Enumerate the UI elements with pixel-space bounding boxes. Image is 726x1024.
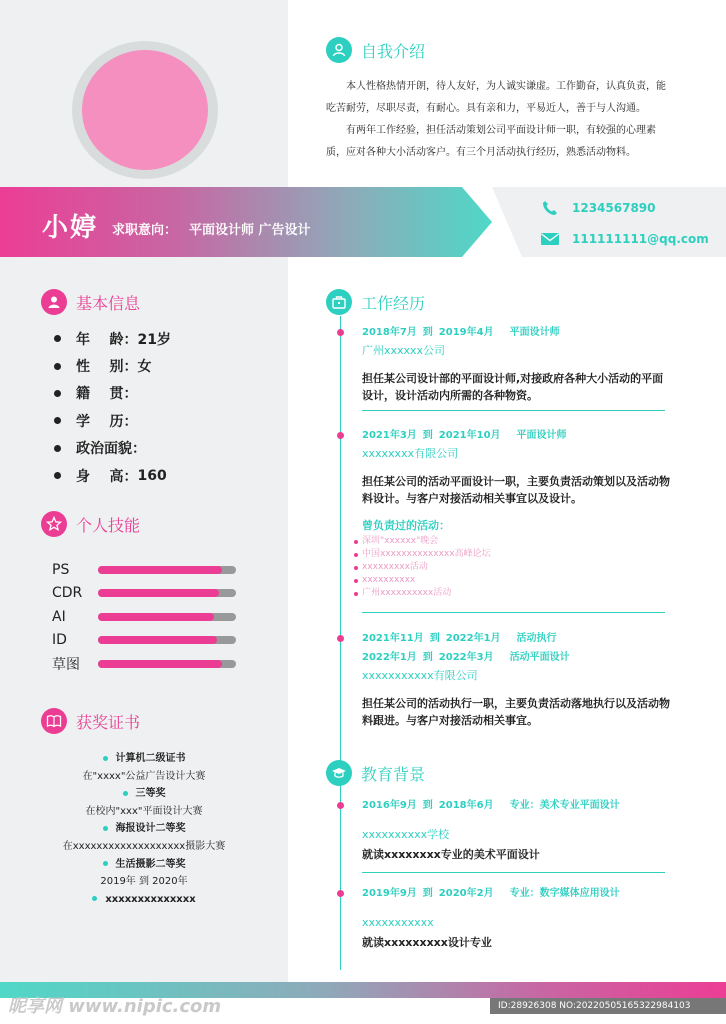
activity-item xyxy=(362,561,491,574)
work-entry xyxy=(362,629,672,729)
award-row xyxy=(0,768,288,786)
date-end: 2020年2月 xyxy=(438,888,494,899)
award-row xyxy=(0,873,288,891)
education-entry xyxy=(362,884,672,951)
education-major: 专业：美术专业平面设计 xyxy=(509,800,620,811)
work-date xyxy=(362,426,672,445)
activity-text: 中国xxxxxxxxxxxxxx高峰论坛 xyxy=(362,549,491,559)
section-divider xyxy=(362,872,665,873)
date-start: 2018年7月 xyxy=(362,327,417,338)
basic-item-height xyxy=(54,462,171,489)
skill-name: 草图 xyxy=(52,656,80,673)
basic-item-education xyxy=(54,407,171,434)
skill-row xyxy=(52,652,236,676)
activities-list xyxy=(362,517,491,600)
award-text: 在"xxxx"公益广告设计大赛 xyxy=(82,770,206,782)
basic-label: 身 高： xyxy=(76,468,138,485)
education-date xyxy=(362,796,672,815)
date-end: 2019年4月 xyxy=(438,327,494,338)
skill-list xyxy=(52,558,236,676)
basic-value: 21岁 xyxy=(137,331,171,348)
graduation-cap-icon xyxy=(326,760,352,786)
basic-value: 女 xyxy=(137,359,152,376)
skill-bar-fill xyxy=(98,660,222,668)
skill-bar xyxy=(98,660,236,668)
person-icon xyxy=(41,289,67,315)
basic-item-age xyxy=(54,325,171,352)
job-intent xyxy=(112,219,317,238)
activity-text: 广州xxxxxxxxxx活动 xyxy=(362,588,452,598)
contact-phone xyxy=(540,200,656,216)
award-text: 计算机二级证书 xyxy=(115,753,186,764)
activity-item xyxy=(362,535,491,548)
watermark-logo: 昵享网 www.nipic.com xyxy=(8,996,222,1017)
education-description: 就读xxxxxxxxx设计专业 xyxy=(362,936,492,949)
date-start: 2019年9月 xyxy=(362,888,417,899)
basic-item-hometown xyxy=(54,380,171,407)
job-intent-value: 平面设计师 广告设计 xyxy=(189,223,311,238)
basic-label: 籍 贯： xyxy=(76,386,138,403)
watermark-id: ID:28926308 NO:20220505165322984103 xyxy=(490,998,726,1014)
award-text: 海报设计二等奖 xyxy=(115,823,186,835)
date-start: 2016年9月 xyxy=(362,800,417,811)
work-description: 担任某公司的活动平面设计一职，主要负责活动策划以及活动物料设计。与客户对接活动相关事宜以及设计。 xyxy=(362,475,670,505)
user-icon xyxy=(326,37,352,63)
timeline-line xyxy=(340,316,341,970)
work-role: 平面设计师 xyxy=(509,327,560,338)
award-row xyxy=(0,785,288,803)
skill-bar-fill xyxy=(98,566,222,574)
phone-number: 1234567890 xyxy=(572,201,656,215)
about-text xyxy=(326,76,666,164)
date-start: 2021年3月 xyxy=(362,430,417,441)
section-divider xyxy=(362,612,665,613)
education-description: 就读xxxxxxxx专业的美术平面设计 xyxy=(362,848,540,861)
skill-bar-fill xyxy=(98,613,214,621)
avatar xyxy=(82,50,208,170)
date-to: 到 xyxy=(429,633,440,644)
skill-bar xyxy=(98,589,236,597)
awards-section-header xyxy=(41,708,140,734)
date-end: 2022年3月 xyxy=(438,652,494,663)
about-paragraph: 有两年工作经验，担任活动策划公司平面设计师一职，有较强的心理素质，应对各种大小活动客户。有三个月活动执行经历，熟悉活动物料。 xyxy=(326,125,656,158)
work-role: 平面设计师 xyxy=(516,430,567,441)
activity-text: 深圳"xxxxxx"晚会 xyxy=(362,536,439,546)
basic-item-political xyxy=(54,435,171,462)
date-start: 2021年11月 xyxy=(362,633,424,644)
award-row xyxy=(0,750,288,768)
activity-text: xxxxxxxxx活动 xyxy=(362,562,428,572)
basic-item-gender xyxy=(54,352,171,379)
date-start: 2022年1月 xyxy=(362,652,417,663)
basic-info-list xyxy=(54,325,171,489)
phone-icon xyxy=(540,200,560,216)
award-row xyxy=(0,891,288,909)
skill-bar xyxy=(98,636,236,644)
work-role: 活动平面设计 xyxy=(509,652,570,663)
date-to: 到 xyxy=(422,327,433,338)
section-divider xyxy=(362,410,665,411)
award-row xyxy=(0,856,288,874)
timeline-dot xyxy=(337,890,344,897)
basic-label: 性 别： xyxy=(76,359,138,376)
awards-list xyxy=(0,750,288,908)
activity-item xyxy=(362,548,491,561)
award-text: 在校内"xxx"平面设计大赛 xyxy=(85,805,203,817)
skill-name: ID xyxy=(52,632,67,649)
work-date xyxy=(362,629,672,648)
award-row xyxy=(0,820,288,838)
about-title: 自我介绍 xyxy=(361,41,426,61)
skill-row xyxy=(52,629,236,653)
date-end: 2022年1月 xyxy=(445,633,501,644)
work-entry xyxy=(362,323,672,404)
skills-title: 个人技能 xyxy=(76,515,141,535)
skill-name: PS xyxy=(52,561,70,578)
education-date xyxy=(362,884,672,903)
education-section-header xyxy=(326,760,425,786)
education-title: 教育背景 xyxy=(361,764,426,784)
timeline-dot xyxy=(337,802,344,809)
work-company: xxxxxxxxxxx有限公司 xyxy=(362,669,478,682)
skill-bar-fill xyxy=(98,636,217,644)
star-icon xyxy=(41,511,67,537)
work-company: 广州xxxxxx公司 xyxy=(362,344,446,357)
email-address: 111111111@qq.com xyxy=(572,232,709,246)
work-description: 担任某公司的活动执行一职，主要负责活动落地执行以及活动物料跟进。与客户对接活动相关事宜。 xyxy=(362,697,670,727)
education-major: 专业：数字媒体应用设计 xyxy=(509,888,620,899)
basic-label: 政治面貌： xyxy=(76,441,146,458)
education-school: xxxxxxxxxx学校 xyxy=(362,828,450,841)
date-end: 2021年10月 xyxy=(438,430,501,441)
work-description: 担任某公司设计部的平面设计师,对接政府各种大小活动的平面设计，设计活动内所需的各种物资。 xyxy=(362,372,664,402)
award-text: 2019年 到 2020年 xyxy=(100,876,188,888)
award-text: 生活摄影二等奖 xyxy=(115,858,186,870)
about-section-header xyxy=(326,37,425,63)
work-company: xxxxxxxx有限公司 xyxy=(362,447,459,460)
basic-label: 学 历： xyxy=(76,413,138,430)
basic-title: 基本信息 xyxy=(76,293,141,313)
skill-row xyxy=(52,582,236,606)
work-date xyxy=(362,323,672,342)
skill-name: AI xyxy=(52,608,66,625)
basic-section-header xyxy=(41,289,140,315)
about-paragraph: 本人性格热情开朗，待人友好，为人诚实谦虚。工作勤奋，认真负责，能吃苦耐劳，尽职尽责，有耐心。具有亲和力，平易近人，善于与人沟通。 xyxy=(326,81,666,114)
award-row xyxy=(0,838,288,856)
work-date xyxy=(362,648,672,667)
skill-row xyxy=(52,558,236,582)
date-to: 到 xyxy=(422,430,433,441)
activity-item xyxy=(362,587,491,600)
skill-name: CDR xyxy=(52,585,83,602)
timeline-dot xyxy=(337,329,344,336)
basic-label: 年 龄： xyxy=(76,331,138,348)
date-to: 到 xyxy=(422,888,433,899)
timeline-dot xyxy=(337,635,344,642)
award-text: 三等奖 xyxy=(135,788,166,800)
briefcase-icon xyxy=(326,289,352,315)
mail-icon xyxy=(540,231,560,247)
activity-item xyxy=(362,574,491,587)
awards-title: 获奖证书 xyxy=(76,712,141,732)
award-row xyxy=(0,803,288,821)
work-title: 工作经历 xyxy=(361,293,426,313)
activities-title: 曾负责过的活动： xyxy=(362,519,450,532)
work-section-header xyxy=(326,289,425,315)
education-school: xxxxxxxxxxx xyxy=(362,916,434,929)
contact-email xyxy=(540,231,709,247)
candidate-name: 小婷 xyxy=(42,213,99,243)
date-to: 到 xyxy=(422,800,433,811)
work-role: 活动执行 xyxy=(516,633,557,644)
award-text: 在xxxxxxxxxxxxxxxxxxx摄影大赛 xyxy=(62,840,226,852)
award-text: xxxxxxxxxxxxxx xyxy=(105,893,196,905)
skill-row xyxy=(52,605,236,629)
job-intent-label: 求职意向： xyxy=(112,223,178,238)
education-entry xyxy=(362,796,672,863)
skill-bar xyxy=(98,566,236,574)
date-end: 2018年6月 xyxy=(438,800,494,811)
timeline-dot xyxy=(337,432,344,439)
activity-text: xxxxxxxxxx xyxy=(362,575,416,585)
basic-value: 160 xyxy=(137,467,167,484)
skills-section-header xyxy=(41,511,140,537)
date-to: 到 xyxy=(422,652,433,663)
skill-bar xyxy=(98,613,236,621)
skill-bar-fill xyxy=(98,589,219,597)
book-icon xyxy=(41,708,67,734)
work-entry xyxy=(362,426,672,507)
